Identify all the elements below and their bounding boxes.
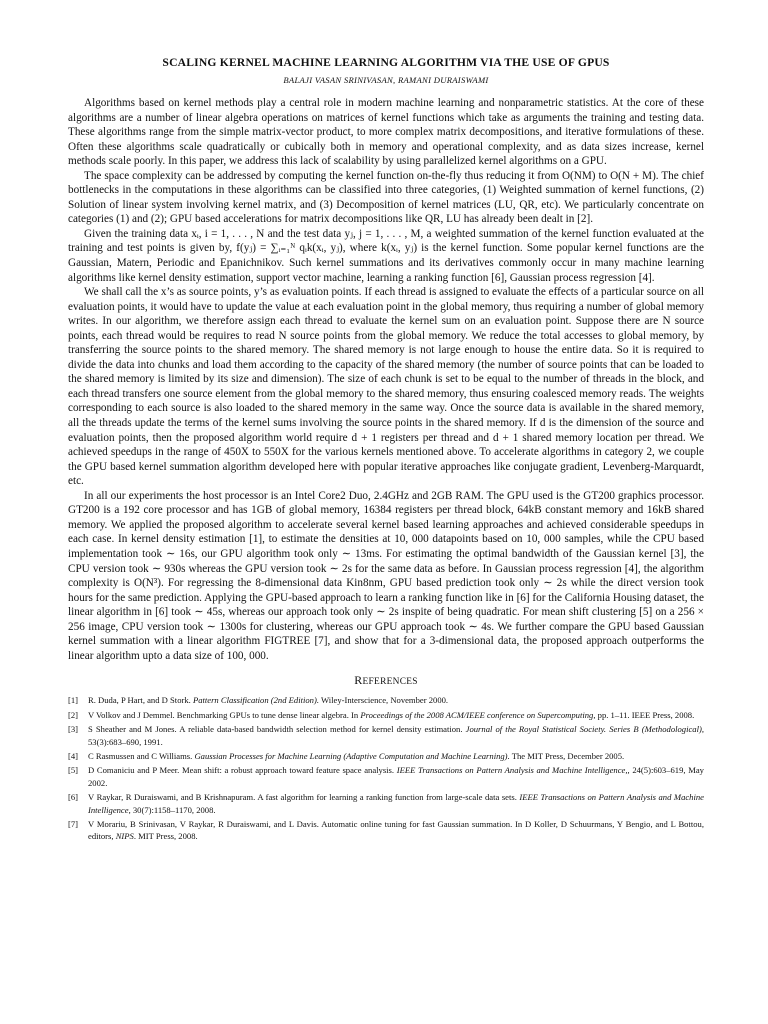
reference-title: Proceedings of the 2008 ACM/IEEE conference on Supercomputing (360, 709, 594, 720)
reference-title: NIPS (115, 831, 134, 842)
reference-authors: V Volkov and J Demmel. Benchmarking GPUs to tune dense linear algebra. In (88, 709, 361, 720)
reference-authors: D Comaniciu and P Meer. Mean shift: a robust approach toward feature space analysis. (88, 765, 397, 776)
body-paragraph: Given the training data xᵢ, i = 1, . . . , N and the test data yⱼ, j = 1, . . . , M, a weighted summation of the kernel function evaluated at the training and test points is given by, f(yⱼ) = ∑ᵢ₌₁ᴺ qᵢk(xᵢ, yⱼ), where k(xᵢ, yⱼ) is the kernel function. Some popular kernel functions are the Gaussian, Matern, Periodic and Epanichnikov. Such kernel summations and its derivatives commonly occur in many machine learning algorithms like kernel density estimation, support vector machine, learning a ranking function [6], Gaussian process regression [4]. (68, 227, 704, 284)
reference-number: [4] (68, 750, 79, 761)
references-list (68, 694, 704, 842)
body-paragraph: We shall call the x’s as source points, y’s as evaluation points. If each thread is assigned to evaluate the effects of a particular source on all evaluation points, it would have to update the value at each evaluation point in the global memory, thus requiring a number of global memory writes. In our algorithm, we therefore assign each thread to evaluate the kernel sum on an evaluation point. Suppose there are N source points, each thread would be requires to read N source points from the global memory. We reduce the total accesses to global memory, by transferring the source points to the shared memory. The shared memory is not large enough to house the entire data. So it is required to divide the data into chunks and load them according to the capacity of the shared memory (the number of source points that can be loaded to the shared memory is limited by its size and dimension). The size of each chunk is set to be equal to the number of threads in the block, and each thread transfers one source element from the global memory to the shared memory, thus ensuring coalesced memory reads. The weights corresponding to each source is also loaded to the shared memory in the same way. Once the source data is available in the shared memory, all the threads update the terms of the kernel sums involving the source points in the shared memory. If d is the dimension of the source and evaluation points, then the proposed algorithm world require d + 1 registers per thread and d + 1 shared memory location per thread. We achieved speedups in the range of 450X to 550X for the various kernels mentioned above. To accelerate algorithms in category 2, we couple the GPU based kernel summation algorithm developed here with popular iterative approaches like conjugate gradient, Levenberg-Marquardt, etc. (68, 286, 704, 488)
reference-number: [3] (68, 724, 79, 735)
reference-title: Pattern Classification (2nd Edition). (192, 695, 319, 706)
references-heading (68, 673, 704, 688)
body-paragraph: Algorithms based on kernel methods play a central role in modern machine learning and nonparametric statistics. At the core of these algorithms are a number of linear algebra operations on matrices of kernel functions which take as arguments the training and testing data. These algorithms range from the simple matrix-vector product, to more complex matrix decompositions, and iterative formulations of these. Often these algorithms scale quadratically or cubically both in memory and operational complexity, and as data sizes increase, kernel methods scale poorly. In this paper, we address this lack of scalability by using parallelized kernel algorithms on a GPU. (68, 97, 704, 168)
reference-item (68, 764, 704, 789)
reference-details: Wiley-Interscience, November 2000. (319, 695, 449, 706)
reference-title: IEEE Transactions on Pattern Analysis and Machine Intelligence (88, 792, 704, 815)
reference-title: Journal of the Royal Statistical Society. Series B (Methodological) (465, 724, 702, 735)
reference-number: [2] (68, 709, 79, 720)
reference-authors: V Morariu, B Srinivasan, V Raykar, R Duraiswami, and L Davis. Automatic online tuning for fast Gaussian summation. In D Koller, D Schuurmans, Y Bengio, and L Bottou, editors, (88, 818, 704, 842)
reference-authors: C Rasmussen and C Williams. (88, 750, 195, 761)
reference-item (68, 750, 704, 762)
reference-authors: V Raykar, R Duraiswami, and B Krishnapuram. A fast algorithm for learning a ranking function from large-scale data sets. (88, 792, 520, 803)
paper-body (68, 96, 704, 663)
reference-details: , pp. 1–11. IEEE Press, 2008. (593, 709, 695, 720)
reference-number: [5] (68, 765, 79, 776)
reference-number: [6] (68, 792, 79, 803)
reference-number: [1] (68, 695, 79, 706)
reference-details: . The MIT Press, December 2005. (507, 750, 625, 761)
reference-item (68, 709, 704, 721)
body-paragraph: In all our experiments the host processor is an Intel Core2 Duo, 2.4GHz and 2GB RAM. The GPU used is the GT200 graphics processor. GT200 is a 192 core processor and has 1GB of global memory, 16384 registers per thread block, 64kB constant memory and 16kB shared memory. We applied the proposed algorithm to accelerate several kernel based learning approaches and achieved considerable speedups in each case. In kernel density estimation [1], to estimate the densities at 10, 000 datapoints based on 10, 000 samples, while the CPU based implementation took ∼ 16s, our GPU algorithm took only ∼ 13ms. For estimating the optimal bandwidth of the Gaussian kernel [3], the CPU version took ∼ 930s whereas the GPU version took ∼ 2s for the same data as before. In Gaussian process regression [4], the algorithm complexity is O(N³). For regressing the 8-dimensional data Kin8nm, GPU based prediction took only ∼ 2s while the direct version took hours for the same prediction. Applying the GPU-based approach to learn a ranking function like in [6] for the California Housing dataset, the linear algorithm in [6] took ∼ 45s, whereas our approach took only ∼ 2s inspite of being quadratic. For mean shift clustering [5] on a 256 × 256 image, CPU version took ∼ 1300s for clustering, whereas our GPU approach took ∼ 4s. We further compare the GPU based Gaussian kernel summation with a linear algorithm FIGTREE [7], and show that for a 3-dimensional data, the proposed approach outperforms the linear algorithm upto a data size of 100, 000. (68, 489, 704, 662)
reference-details: . MIT Press, 2008. (133, 831, 198, 842)
reference-item (68, 791, 704, 816)
reference-details: , 30(7):1158–1170, 2008. (128, 804, 216, 815)
reference-authors: S Sheather and M Jones. A reliable data-based bandwidth selection method for kernel density estimation. (88, 724, 466, 735)
reference-item (68, 694, 704, 706)
reference-title: Gaussian Processes for Machine Learning (Adaptive Computation and Machine Learning) (194, 750, 508, 761)
references-heading-initial: R (354, 673, 363, 688)
reference-number: [7] (68, 818, 79, 829)
body-paragraph: The space complexity can be addressed by computing the kernel function on-the-fly thus reducing it from O(NM) to O(N + M). The chief bottlenecks in the computations in these algorithms can be classified into three categories, (1) Weighted summation of kernel functions, (2) Solution of linear system involving kernel matrix, and (3) Decomposition of kernel matrices (LU, QR, etc). We particularly concentrate on categories (1) and (2); GPU based accelerations for matrix decompositions like QR, LU has already been dealt in [2]. (68, 169, 704, 226)
paper-title: SCALING KERNEL MACHINE LEARNING ALGORITHM VIA THE USE OF GPUS (162, 56, 610, 69)
reference-item (68, 723, 704, 748)
paper-page (68, 56, 704, 845)
references-heading-rest: EFERENCES (362, 677, 418, 688)
reference-details: , 53(3):683–690, 1991. (88, 724, 705, 747)
reference-title: IEEE Transactions on Pattern Analysis and Machine Intelligence, (396, 765, 628, 776)
reference-item (68, 818, 704, 843)
reference-details: , 24(5):603–619, May 2002. (88, 765, 704, 788)
paper-authors: BALAJI VASAN SRINIVASAN, RAMANI DURAISWAMI (283, 75, 489, 85)
reference-authors: R. Duda, P Hart, and D Stork. (88, 695, 193, 706)
